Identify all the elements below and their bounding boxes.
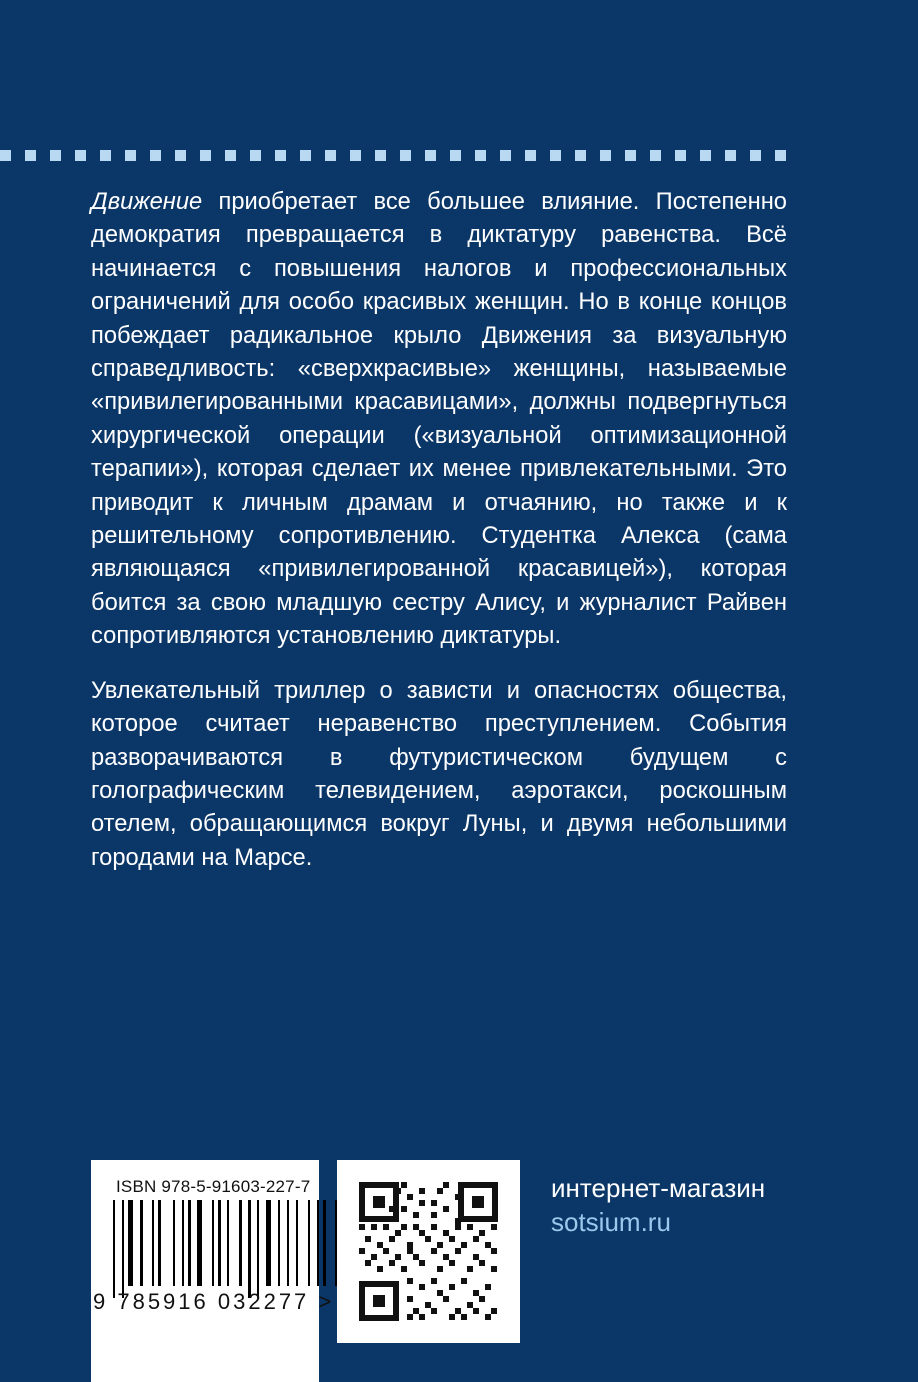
isbn-label: ISBN 978-5-91603-227-7 [116,1177,311,1196]
book-description [91,186,787,875]
qr-module [437,1266,443,1272]
qr-module [401,1224,407,1230]
qr-module [449,1260,455,1266]
barcode-bar [188,1200,191,1286]
decorative-dot [300,150,311,161]
qr-module [491,1224,497,1230]
decorative-dot [425,150,436,161]
qr-module [365,1236,371,1242]
barcode-bar [182,1200,184,1286]
decorative-dot [525,150,536,161]
qr-module [389,1260,395,1266]
qr-finder-top-right [458,1182,498,1222]
decorative-dot [775,150,786,161]
decorative-dot [75,150,86,161]
qr-module [395,1254,401,1260]
barcode-bar [248,1200,251,1298]
qr-module [407,1194,413,1200]
decorative-dot [575,150,586,161]
qr-module [419,1314,425,1320]
qr-module [431,1224,437,1230]
decorative-dot [150,150,161,161]
qr-module [479,1296,485,1302]
qr-module [431,1248,437,1254]
decorative-dot [225,150,236,161]
decorative-dot [325,150,336,161]
qr-module [431,1278,437,1284]
qr-module [443,1182,449,1188]
online-store-label: интернет-магазин [551,1173,766,1203]
qr-finder-core [472,1196,484,1208]
decorative-dot [125,150,136,161]
barcode-bar [212,1200,214,1286]
decorative-dot [0,150,11,161]
qr-module [383,1248,389,1254]
decorative-dot [550,150,561,161]
barcode-bar [323,1200,326,1286]
qr-module [461,1278,467,1284]
qr-module [449,1236,455,1242]
barcode-digits: 9 785916 032277 > [93,1289,335,1314]
decorative-dot [275,150,286,161]
barcode-bar [308,1200,310,1286]
qr-module [395,1188,401,1194]
barcode-bar [278,1200,280,1286]
qr-module [419,1284,425,1290]
qr-module [431,1308,437,1314]
qr-module [419,1260,425,1266]
qr-module [443,1206,449,1212]
decorative-dot [500,150,511,161]
barcode-bar [197,1200,202,1286]
qr-module [491,1266,497,1272]
qr-module [377,1266,383,1272]
decorative-dot [100,150,111,161]
qr-module [407,1296,413,1302]
qr-module [491,1308,497,1314]
qr-module [485,1314,491,1320]
decorative-dot [400,150,411,161]
decorative-dot [200,150,211,161]
description-paragraph-1-text: приобретает все большее влияние. Постепенно демократия превращается в диктатуру равенства. Всё начинается с повышения налогов и профессиональных ограничений для особо красивых женщин. Но в конце концов побеждает радикальное крыло Движения за визуальную справедливость: «сверхкрасивые» женщины, называемые «привилегированными красавицами», должны подвергнуться хирургической операции («визуальной оптимизационной терапии»), которая сделает их менее привлекательными. Это приводит к личным драмам и отчаянию, но также и к решительному сопротивлению. Студентка Алекса (сама являющаяся «привилегированной красавицей»), которая боится за свою младшую сестру Алису, и журналист Райвен сопротивляются установлению диктатуры. [91,189,787,650]
qr-code [359,1182,498,1321]
qr-module [485,1284,491,1290]
qr-module [413,1212,419,1218]
qr-finder-top-left [359,1182,399,1222]
qr-module [437,1188,443,1194]
qr-module [371,1224,377,1230]
qr-module [473,1236,479,1242]
qr-module [455,1224,461,1230]
qr-module [419,1188,425,1194]
qr-module [455,1194,461,1200]
movement-title: Движение [91,189,203,215]
qr-module [389,1236,395,1242]
decorative-dot [600,150,611,161]
qr-finder-core [373,1196,385,1208]
barcode-bar [158,1200,161,1286]
barcode-bar [266,1200,271,1286]
barcode-bar [239,1200,242,1286]
qr-module [365,1260,371,1266]
qr-code-panel [337,1160,520,1343]
qr-finder-core [373,1295,385,1307]
barcode-bar [152,1200,154,1286]
decorative-dot [350,150,361,161]
qr-module [461,1242,467,1248]
description-paragraph-2: Увлекательный триллер о зависти и опасностях общества, которое считает неравенство преступлением. События разворачиваются в футуристическом будущем с голографическим телевидением, аэротакси, роскошным отелем, обращающимся вокруг Луны, и двумя небольшими городами на Марсе. [91,677,787,871]
qr-module [431,1200,437,1206]
qr-module [359,1248,365,1254]
qr-finder-bottom-left [359,1281,399,1321]
qr-module [455,1248,461,1254]
barcode-bar [140,1200,143,1286]
decorative-dot [700,150,711,161]
barcode-bar [122,1200,124,1298]
barcode-bar [287,1200,289,1286]
decorative-dot [725,150,736,161]
qr-module [425,1236,431,1242]
qr-module [401,1206,407,1212]
qr-module [461,1314,467,1320]
decorative-dot [675,150,686,161]
qr-module [491,1248,497,1254]
decorative-dot [50,150,61,161]
decorative-dot [650,150,661,161]
decorative-dot [175,150,186,161]
decorative-dot [475,150,486,161]
qr-module [443,1296,449,1302]
decorative-dot [625,150,636,161]
barcode-bar [227,1200,229,1286]
isbn-barcode-panel [91,1160,335,1382]
qr-module [479,1260,485,1266]
qr-module [467,1224,473,1230]
barcode-bar [128,1200,133,1286]
qr-module [395,1230,401,1236]
barcode [113,1200,301,1300]
qr-module [479,1230,485,1236]
barcode-bar [257,1200,259,1298]
barcode-bar [113,1200,115,1298]
qr-module [449,1284,455,1290]
decorative-dot [750,150,761,161]
qr-module [401,1266,407,1272]
decorative-dot [25,150,36,161]
qr-module [371,1254,377,1260]
qr-module [359,1224,365,1230]
decorative-dot [375,150,386,161]
barcode-bar [173,1200,175,1286]
decorative-dot [450,150,461,161]
decorative-dot-row [0,150,800,162]
qr-module [449,1314,455,1320]
barcode-bar [317,1200,319,1286]
description-paragraph-1 [91,186,787,654]
qr-module [431,1212,437,1218]
qr-module [389,1206,395,1212]
decorative-dot [250,150,261,161]
barcode-bar [218,1200,221,1286]
qr-module [407,1314,413,1320]
qr-module [383,1224,389,1230]
qr-module [401,1182,407,1188]
barcode-bar [296,1200,298,1286]
qr-module [407,1278,413,1284]
store-website-link[interactable]: sotsium.ru [551,1207,671,1237]
qr-module [437,1242,443,1248]
qr-module [419,1200,425,1206]
qr-module [473,1308,479,1314]
qr-module [467,1266,473,1272]
